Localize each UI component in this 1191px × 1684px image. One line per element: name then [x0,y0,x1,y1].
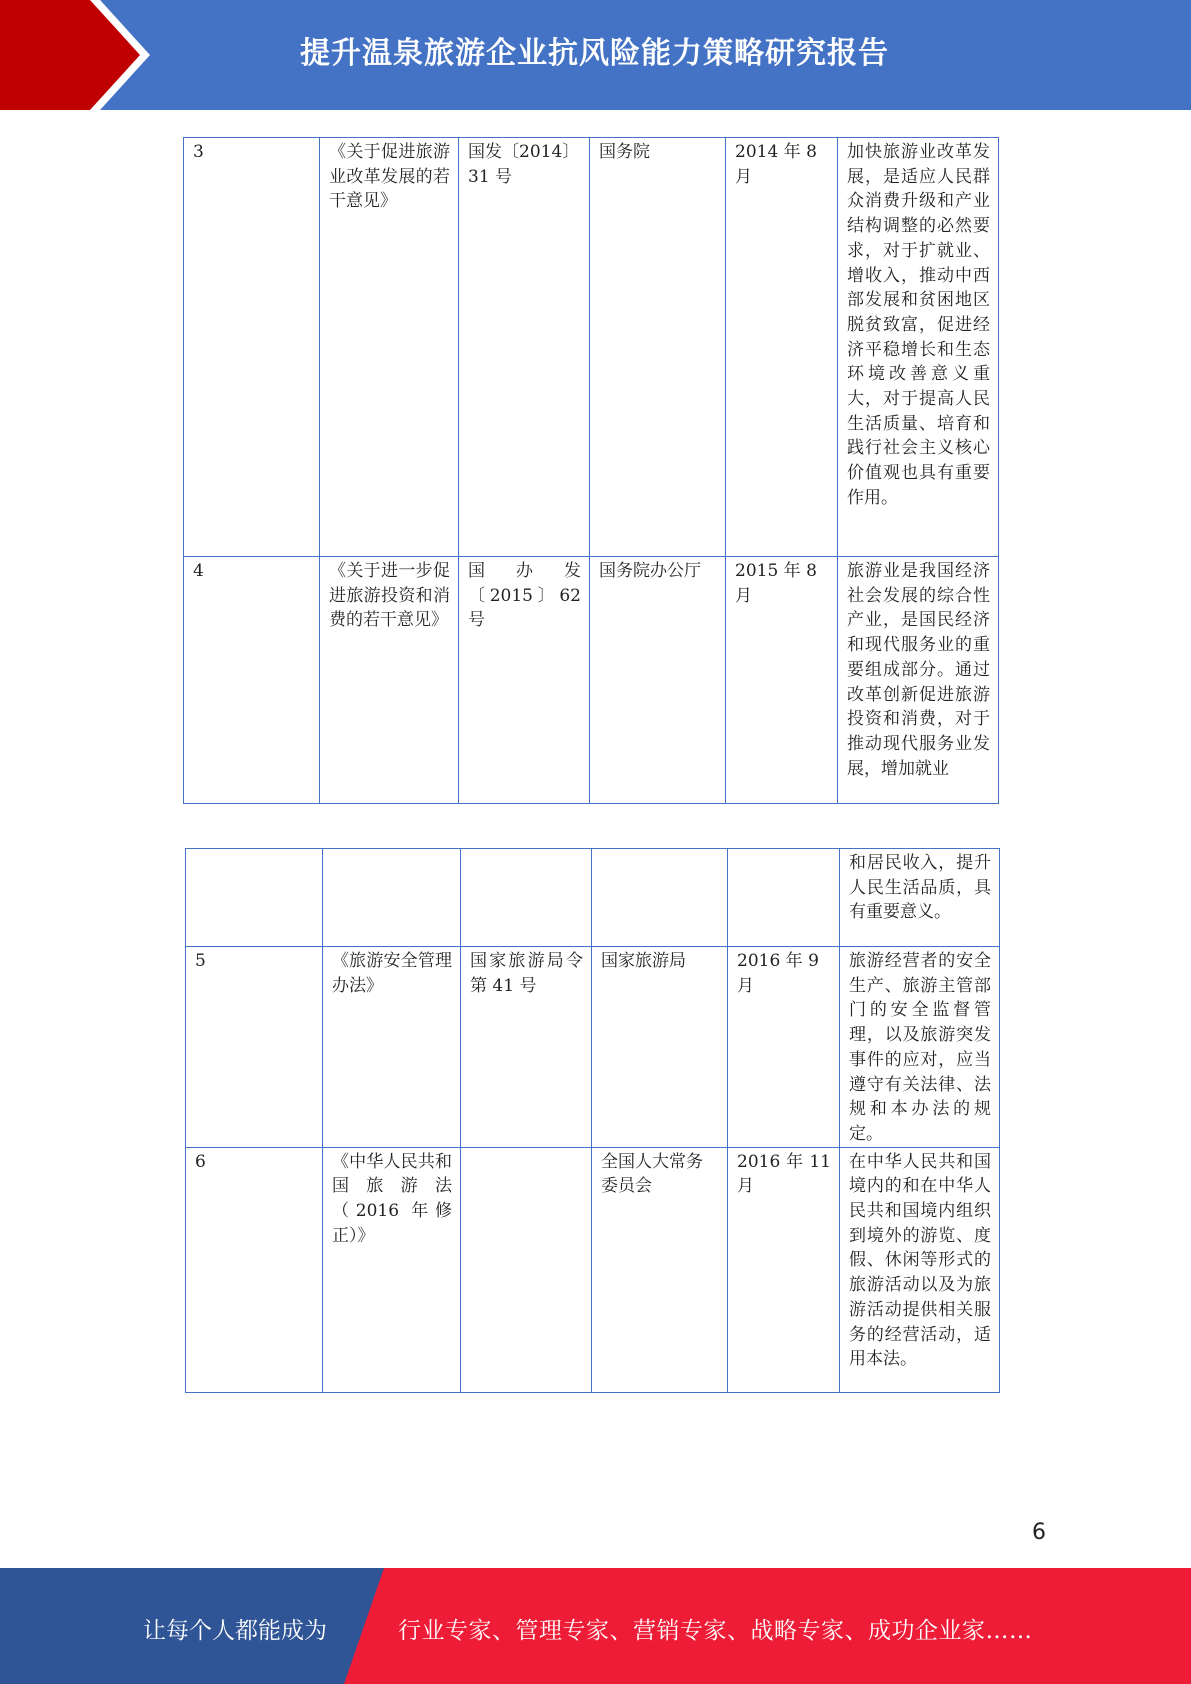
issuing-authority: 全国人大常务委员会 [592,1147,728,1392]
policy-table-part-1 [183,137,999,804]
policy-summary: 旅游经营者的安全生产、旅游主管部门的安全监督管理，以及旅游突发事件的应对，应当遵守有关法律、法规和本办法的规定。 [840,947,1000,1148]
policy-summary: 和居民收入，提升人民生活品质，具有重要意义。 [840,849,1000,947]
page-footer [0,1568,1191,1684]
table-row [184,557,999,804]
policy-name [323,849,461,947]
issuing-authority: 国务院 [590,138,726,557]
document-number: 国 办 发〔2015〕62 号 [459,557,590,804]
policy-summary: 在中华人民共和国境内的和在中华人民共和国境内组织到境外的游览、度假、休闲等形式的旅游活动以及为旅游活动提供相关服务的经营活动，适用本法。 [840,1147,1000,1392]
footer-slogan-left: 让每个人都能成为 [143,1618,327,1644]
row-number: 5 [186,947,323,1148]
table-row [186,849,1000,947]
footer-slogan-right: 行业专家、管理专家、营销专家、战略专家、成功企业家…… [398,1618,1033,1644]
document-number [461,849,592,947]
table-row [184,138,999,557]
policy-table-part-2 [185,848,1000,1393]
issuing-authority [592,849,728,947]
page-header [0,0,1191,110]
table-row [186,947,1000,1148]
report-title: 提升温泉旅游企业抗风险能力策略研究报告 [300,36,889,71]
issue-date [728,849,840,947]
issue-date: 2015 年 8 月 [726,557,838,804]
document-number: 国发〔2014〕31 号 [459,138,590,557]
policy-name: 《旅游安全管理办法》 [323,947,461,1148]
policy-name: 《中华人民共和国旅游法（2016 年修正）》 [323,1147,461,1392]
issuing-authority: 国务院办公厅 [590,557,726,804]
document-number [461,1147,592,1392]
issue-date: 2014 年 8 月 [726,138,838,557]
policy-name: 《关于促进旅游业改革发展的若干意见》 [320,138,459,557]
policy-summary: 加快旅游业改革发展，是适应人民群众消费升级和产业结构调整的必然要求，对于扩就业、增收入，推动中西部发展和贫困地区脱贫致富，促进经济平稳增长和生态环境改善意义重大，对于提高人民生活质量、培育和践行社会主义核心价值观也具有重要作用。 [838,138,999,557]
document-number: 国家旅游局令第 41 号 [461,947,592,1148]
issue-date: 2016 年 11 月 [728,1147,840,1392]
row-number: 6 [186,1147,323,1392]
policy-name: 《关于进一步促进旅游投资和消费的若干意见》 [320,557,459,804]
issuing-authority: 国家旅游局 [592,947,728,1148]
table-row [186,1147,1000,1392]
issue-date: 2016 年 9 月 [728,947,840,1148]
row-number: 4 [184,557,320,804]
policy-summary: 旅游业是我国经济社会发展的综合性产业，是国民经济和现代服务业的重要组成部分。通过改革创新促进旅游投资和消费，对于推动现代服务业发展，增加就业 [838,557,999,804]
row-number [186,849,323,947]
row-number: 3 [184,138,320,557]
page-number: 6 [1032,1520,1046,1545]
